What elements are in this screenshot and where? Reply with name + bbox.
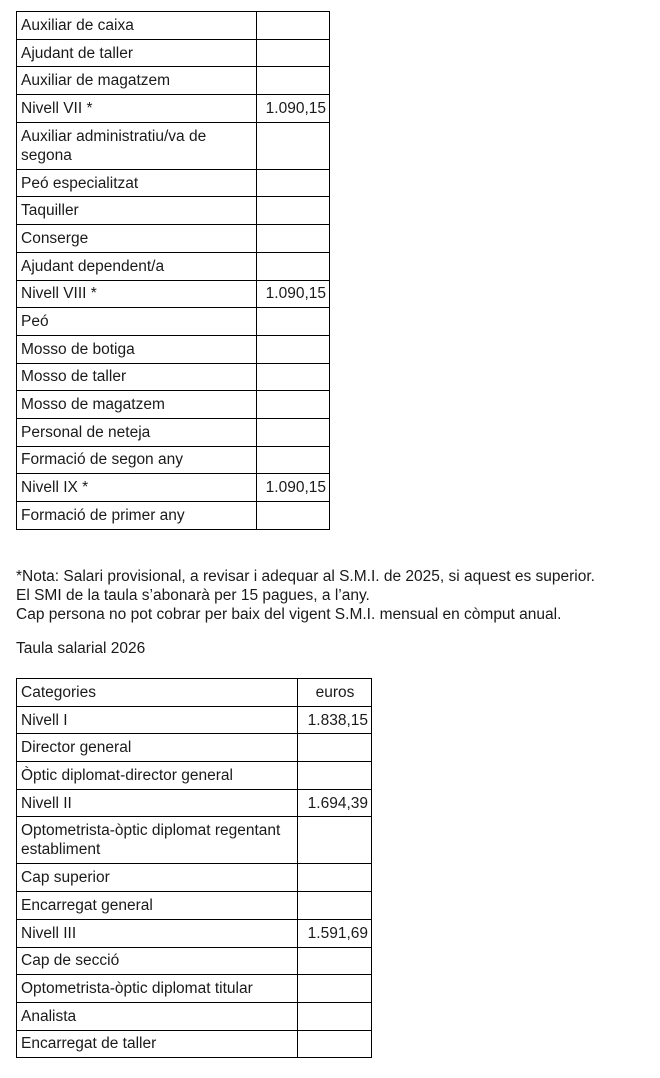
salary-cell xyxy=(257,335,330,363)
category-cell: Personal de neteja xyxy=(17,418,257,446)
category-cell: Peó especialitzat xyxy=(17,169,257,197)
category-cell: Nivell III xyxy=(17,919,298,947)
category-cell: Cap superior xyxy=(17,864,298,892)
table-row xyxy=(17,418,330,446)
salary-cell xyxy=(257,225,330,253)
category-cell: Nivell VIII * xyxy=(17,280,257,308)
category-cell: Auxiliar de caixa xyxy=(17,12,257,40)
table-row xyxy=(17,502,330,530)
salary-cell: 1.591,69 xyxy=(298,919,372,947)
category-cell: Auxiliar administratiu/va de segona xyxy=(17,122,257,169)
salary-cell xyxy=(298,734,372,762)
salary-cell xyxy=(257,197,330,225)
salary-cell xyxy=(298,762,372,790)
category-cell: Mosso de magatzem xyxy=(17,391,257,419)
table-row xyxy=(17,39,330,67)
category-cell: Ajudant dependent/a xyxy=(17,252,257,280)
table-row xyxy=(17,67,330,95)
salary-cell xyxy=(257,169,330,197)
salary-cell xyxy=(257,446,330,474)
salary-cell xyxy=(257,502,330,530)
table-row xyxy=(17,95,330,123)
salary-cell xyxy=(257,67,330,95)
salary-table-previous xyxy=(16,11,330,530)
table-row xyxy=(17,734,372,762)
category-cell: Taquiller xyxy=(17,197,257,225)
category-cell: Nivell II xyxy=(17,789,298,817)
salary-note xyxy=(16,567,595,624)
category-cell: Formació de primer any xyxy=(17,502,257,530)
category-cell: Peó xyxy=(17,308,257,336)
table-row xyxy=(17,947,372,975)
salary-table-2026 xyxy=(16,678,372,1058)
category-cell: Analista xyxy=(17,1002,298,1030)
table-row xyxy=(17,122,330,169)
category-cell: Nivell VII * xyxy=(17,95,257,123)
category-cell: Nivell I xyxy=(17,706,298,734)
note-line: El SMI de la taula s’abonarà per 15 pagues, a l’any. xyxy=(16,587,370,604)
table-row xyxy=(17,335,330,363)
salary-cell: 1.694,39 xyxy=(298,789,372,817)
table-row xyxy=(17,308,330,336)
table-row xyxy=(17,169,330,197)
table-row xyxy=(17,363,330,391)
category-cell: Optometrista-òptic diplomat regentant establiment xyxy=(17,817,298,864)
salary-cell xyxy=(298,947,372,975)
salary-cell xyxy=(257,39,330,67)
table-header-row xyxy=(17,679,372,707)
salary-cell: 1.090,15 xyxy=(257,95,330,123)
note-line: Cap persona no pot cobrar per baix del vigent S.M.I. mensual en còmput anual. xyxy=(16,606,562,623)
salary-cell: 1.090,15 xyxy=(257,474,330,502)
salary-cell xyxy=(257,363,330,391)
table-row xyxy=(17,1002,372,1030)
salary-cell xyxy=(257,122,330,169)
category-cell: Encarregat general xyxy=(17,892,298,920)
category-cell: Director general xyxy=(17,734,298,762)
category-cell: Mosso de botiga xyxy=(17,335,257,363)
category-cell: Nivell IX * xyxy=(17,474,257,502)
table-row xyxy=(17,817,372,864)
salary-cell xyxy=(257,308,330,336)
category-cell: Òptic diplomat-director general xyxy=(17,762,298,790)
salary-cell xyxy=(298,892,372,920)
table-row xyxy=(17,892,372,920)
category-cell: Cap de secció xyxy=(17,947,298,975)
salary-cell xyxy=(298,1002,372,1030)
table-caption: Taula salarial 2026 xyxy=(16,640,146,657)
salary-cell xyxy=(298,864,372,892)
table-row xyxy=(17,12,330,40)
salary-cell: 1.838,15 xyxy=(298,706,372,734)
salary-cell xyxy=(257,391,330,419)
table-row xyxy=(17,919,372,947)
salary-cell xyxy=(257,418,330,446)
category-cell: Auxiliar de magatzem xyxy=(17,67,257,95)
table-row xyxy=(17,975,372,1003)
table-row xyxy=(17,391,330,419)
table-row xyxy=(17,474,330,502)
category-cell: Formació de segon any xyxy=(17,446,257,474)
table-row xyxy=(17,864,372,892)
salary-cell xyxy=(257,252,330,280)
category-cell: Optometrista-òptic diplomat titular xyxy=(17,975,298,1003)
category-cell: Conserge xyxy=(17,225,257,253)
header-euros: euros xyxy=(298,679,372,707)
table-row xyxy=(17,280,330,308)
table-row xyxy=(17,197,330,225)
table-row xyxy=(17,762,372,790)
table-row xyxy=(17,252,330,280)
table-row xyxy=(17,225,330,253)
salary-cell xyxy=(257,12,330,40)
salary-cell xyxy=(298,817,372,864)
table-row xyxy=(17,789,372,817)
salary-cell xyxy=(298,975,372,1003)
table-row xyxy=(17,1030,372,1058)
table-row xyxy=(17,706,372,734)
salary-cell: 1.090,15 xyxy=(257,280,330,308)
note-line: *Nota: Salari provisional, a revisar i adequar al S.M.I. de 2025, si aquest es superior. xyxy=(16,568,595,585)
category-cell: Ajudant de taller xyxy=(17,39,257,67)
header-categories: Categories xyxy=(17,679,298,707)
category-cell: Encarregat de taller xyxy=(17,1030,298,1058)
category-cell: Mosso de taller xyxy=(17,363,257,391)
table-row xyxy=(17,446,330,474)
salary-cell xyxy=(298,1030,372,1058)
